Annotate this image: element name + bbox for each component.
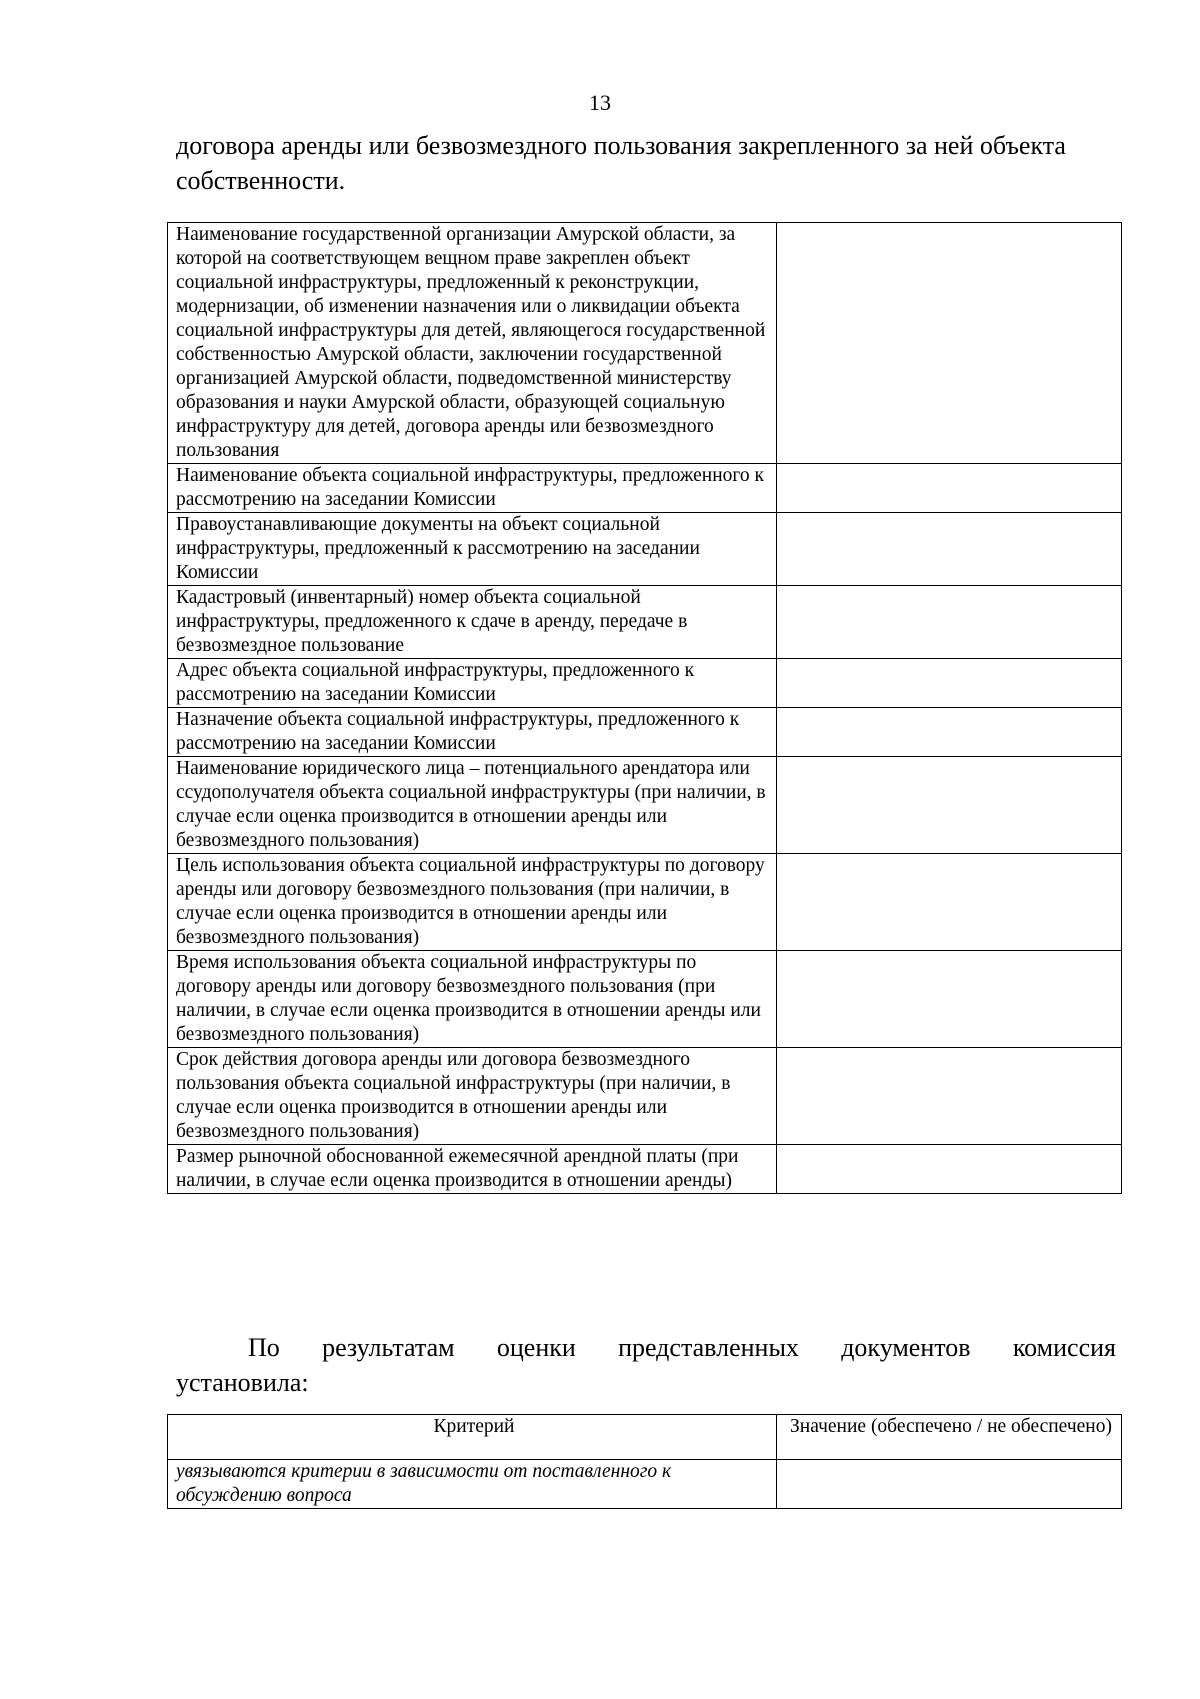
criteria-header-row <box>168 1415 1122 1460</box>
field-value-cell <box>777 1048 1122 1145</box>
field-label: Адрес объекта социальной инфраструктуры, предложенного к рассмотрению на заседании Комиссии <box>168 659 777 708</box>
field-value-cell <box>777 464 1122 513</box>
table-row <box>168 1460 1122 1509</box>
field-label: Кадастровый (инвентарный) номер объекта социальной инфраструктуры, предложенного к сдаче в аренду, передаче в безвозмездное пользование <box>168 586 777 659</box>
criterion-cell: увязываются критерии в зависимости от поставленного к обсуждению вопроса <box>168 1460 777 1509</box>
table-row <box>168 1048 1122 1145</box>
table-row <box>168 1145 1122 1194</box>
field-value-cell <box>777 951 1122 1048</box>
object-info-table <box>167 222 1122 1194</box>
field-label: Наименование юридического лица – потенциального арендатора или ссудополучателя объекта социальной инфраструктуры (при наличии, в случае если оценка производится в отношении аренды или безвозмездного пользования) <box>168 757 777 854</box>
result-line-1 <box>176 1330 1116 1365</box>
field-label: Наименование государственной организации Амурской области, за которой на соответствующем вещном праве закреплен объект социальной инфраструктуры, предложенный к реконструкции, модернизации, об изменении назначения или о ликвидации объекта социальной инфраструктуры для детей, являющегося государственной собственностью Амурской области, заключении государственной организацией Амурской области, подведомственной министерству образования и науки Амурской области, образующей социальную инфраструктуру для детей, договора аренды или безвозмездного пользования <box>168 223 777 464</box>
field-label: Размер рыночной обоснованной ежемесячной арендной платы (при наличии, в случае если оценка производится в отношении аренды) <box>168 1145 777 1194</box>
table-row <box>168 708 1122 757</box>
result-line-2: установила: <box>176 1368 309 1397</box>
result-word: комиссия <box>1012 1333 1116 1362</box>
table-row <box>168 464 1122 513</box>
table-row <box>168 951 1122 1048</box>
field-label: Назначение объекта социальной инфраструктуры, предложенного к рассмотрению на заседании Комиссии <box>168 708 777 757</box>
table-row <box>168 586 1122 659</box>
field-label: Правоустанавливающие документы на объект социальной инфраструктуры, предложенный к рассмотрению на заседании Комиссии <box>168 513 777 586</box>
criteria-table <box>167 1414 1122 1509</box>
field-value-cell <box>777 854 1122 951</box>
result-word: По <box>248 1333 280 1362</box>
field-label: Наименование объекта социальной инфраструктуры, предложенного к рассмотрению на заседании Комиссии <box>168 464 777 513</box>
page-number: 13 <box>589 90 611 115</box>
criterion-header: Критерий <box>168 1415 777 1460</box>
field-value-cell <box>777 708 1122 757</box>
field-value-cell <box>777 659 1122 708</box>
value-cell <box>777 1460 1122 1509</box>
field-value-cell <box>777 1145 1122 1194</box>
field-label: Срок действия договора аренды или договора безвозмездного пользования объекта социальной инфраструктуры (при наличии, в случае если оценка производится в отношении аренды или безвозмездного пользования) <box>168 1048 777 1145</box>
field-value-cell <box>777 757 1122 854</box>
table-row <box>168 854 1122 951</box>
table-row <box>168 757 1122 854</box>
table-row <box>168 223 1122 464</box>
intro-paragraph: договора аренды или безвозмездного пользования закрепленного за ней объекта собственности. <box>176 131 1066 195</box>
field-label: Цель использования объекта социальной инфраструктуры по договору аренды или договору безвозмездного пользования (при наличии, в случае если оценка производится в отношении аренды или безвозмездного пользования) <box>168 854 777 951</box>
result-word: документов <box>841 1333 971 1362</box>
result-paragraph <box>176 1330 1116 1400</box>
field-value-cell <box>777 586 1122 659</box>
value-header: Значение (обеспечено / не обеспечено) <box>777 1415 1122 1460</box>
field-label: Время использования объекта социальной инфраструктуры по договору аренды или договору безвозмездного пользования (при наличии, в случае если оценка производится в отношении аренды или безвозмездного пользования) <box>168 951 777 1048</box>
table-row <box>168 659 1122 708</box>
field-value-cell <box>777 513 1122 586</box>
result-word: оценки <box>496 1333 576 1362</box>
result-word: результатам <box>322 1333 455 1362</box>
result-word: представленных <box>618 1333 799 1362</box>
field-value-cell <box>777 223 1122 464</box>
table-row <box>168 513 1122 586</box>
